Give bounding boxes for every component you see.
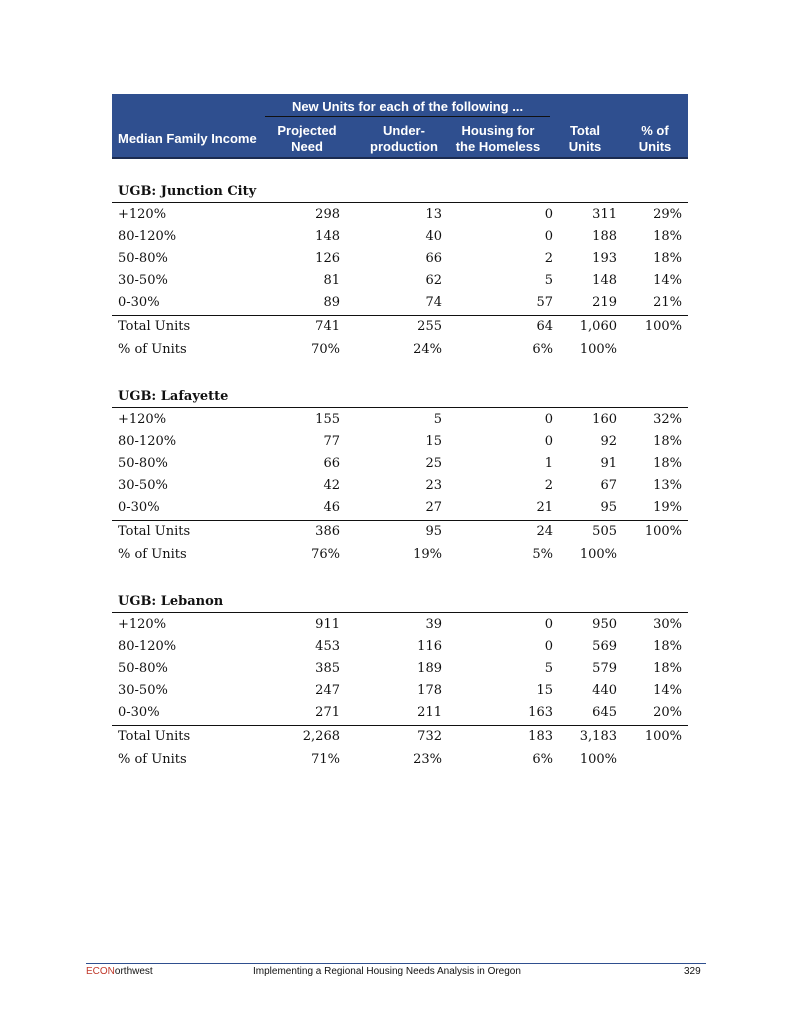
cell-total: 579 bbox=[592, 661, 617, 676]
total-row bbox=[112, 725, 688, 748]
cell-underproduction: 19% bbox=[413, 547, 442, 562]
row-label: 0-30% bbox=[118, 705, 160, 720]
cell-underproduction: 66 bbox=[425, 251, 442, 266]
table-row bbox=[112, 292, 688, 314]
cell-underproduction: 74 bbox=[425, 295, 442, 310]
cell-underproduction: 25 bbox=[425, 456, 442, 471]
col-header-total-units bbox=[552, 123, 618, 155]
cell-underproduction: 189 bbox=[417, 661, 442, 676]
table-row bbox=[112, 658, 688, 680]
footer-title: Implementing a Regional Housing Needs Analysis in Oregon bbox=[253, 966, 521, 977]
cell-pct: 19% bbox=[653, 500, 682, 515]
cell-projected: 126 bbox=[315, 251, 340, 266]
row-label: +120% bbox=[118, 412, 167, 427]
cell-homeless: 0 bbox=[544, 617, 553, 632]
cell-total: 100% bbox=[579, 342, 617, 357]
cell-total: 3,183 bbox=[579, 729, 617, 744]
cell-pct: 100% bbox=[644, 319, 682, 334]
header-bottom-rule bbox=[112, 157, 688, 159]
footer-rule bbox=[86, 963, 706, 964]
cell-projected: 148 bbox=[315, 229, 340, 244]
table-row bbox=[112, 204, 688, 226]
cell-pct: 32% bbox=[653, 412, 682, 427]
cell-projected: 42 bbox=[323, 478, 340, 493]
cell-projected: 70% bbox=[311, 342, 340, 357]
cell-total: 1,060 bbox=[579, 319, 617, 334]
cell-total: 92 bbox=[600, 434, 617, 449]
cell-projected: 46 bbox=[323, 500, 340, 515]
col-header-line: Housing for bbox=[461, 123, 535, 138]
cell-total: 160 bbox=[592, 412, 617, 427]
cell-pct: 29% bbox=[653, 207, 682, 222]
row-label: +120% bbox=[118, 207, 167, 222]
cell-homeless: 2 bbox=[544, 478, 553, 493]
cell-homeless: 5 bbox=[544, 661, 553, 676]
page-number: 329 bbox=[684, 966, 701, 977]
table-row bbox=[112, 431, 688, 453]
row-label: 0-30% bbox=[118, 295, 160, 310]
cell-homeless: 0 bbox=[544, 434, 553, 449]
col-header-homeless bbox=[448, 123, 548, 155]
cell-homeless: 183 bbox=[528, 729, 553, 744]
cell-total: 188 bbox=[592, 229, 617, 244]
cell-pct: 100% bbox=[644, 729, 682, 744]
footer-brand bbox=[86, 966, 153, 977]
cell-projected: 66 bbox=[323, 456, 340, 471]
cell-projected: 155 bbox=[315, 412, 340, 427]
col-header-line: Units bbox=[568, 139, 602, 154]
row-label: % of Units bbox=[118, 342, 187, 357]
cell-pct: 18% bbox=[653, 434, 682, 449]
row-label: 50-80% bbox=[118, 661, 168, 676]
cell-underproduction: 39 bbox=[425, 617, 442, 632]
row-label: 80-120% bbox=[118, 639, 177, 654]
row-label: 50-80% bbox=[118, 456, 168, 471]
row-label: 0-30% bbox=[118, 500, 160, 515]
cell-homeless: 21 bbox=[536, 500, 553, 515]
cell-homeless: 2 bbox=[544, 251, 553, 266]
cell-homeless: 24 bbox=[536, 524, 553, 539]
cell-underproduction: 27 bbox=[425, 500, 442, 515]
table-row bbox=[112, 680, 688, 702]
col-header-line: production bbox=[370, 139, 438, 154]
pct-row bbox=[112, 339, 688, 361]
cell-total: 505 bbox=[592, 524, 617, 539]
cell-total: 193 bbox=[592, 251, 617, 266]
total-row bbox=[112, 520, 688, 543]
cell-homeless: 0 bbox=[544, 229, 553, 244]
cell-underproduction: 15 bbox=[425, 434, 442, 449]
cell-total: 219 bbox=[592, 295, 617, 310]
col-header-underproduction bbox=[354, 123, 454, 155]
table-header bbox=[112, 94, 688, 157]
row-label: Total Units bbox=[118, 319, 191, 334]
col-header-line: Under- bbox=[383, 123, 425, 138]
cell-homeless: 0 bbox=[544, 412, 553, 427]
col-header-line: Need bbox=[291, 139, 323, 154]
table-row bbox=[112, 270, 688, 292]
cell-homeless: 15 bbox=[536, 683, 553, 698]
table-row bbox=[112, 248, 688, 270]
cell-projected: 386 bbox=[315, 524, 340, 539]
row-label-header: Median Family Income bbox=[118, 131, 257, 146]
cell-pct: 14% bbox=[653, 683, 682, 698]
row-label: +120% bbox=[118, 617, 167, 632]
cell-pct: 20% bbox=[653, 705, 682, 720]
column-group-rule bbox=[265, 116, 550, 117]
row-label: % of Units bbox=[118, 752, 187, 767]
column-group-label: New Units for each of the following ... bbox=[291, 99, 524, 114]
col-header-line: % of bbox=[641, 123, 669, 138]
row-label: Total Units bbox=[118, 729, 191, 744]
cell-homeless: 57 bbox=[536, 295, 553, 310]
brand-rest: orthwest bbox=[114, 966, 153, 977]
pct-row bbox=[112, 544, 688, 566]
row-label: 30-50% bbox=[118, 273, 168, 288]
cell-total: 91 bbox=[600, 456, 617, 471]
total-row bbox=[112, 315, 688, 338]
cell-homeless: 163 bbox=[528, 705, 553, 720]
cell-underproduction: 116 bbox=[417, 639, 442, 654]
cell-total: 645 bbox=[592, 705, 617, 720]
table-row bbox=[112, 614, 688, 636]
section-rule bbox=[112, 407, 688, 408]
table-row bbox=[112, 409, 688, 431]
table-row bbox=[112, 702, 688, 724]
cell-pct: 30% bbox=[653, 617, 682, 632]
table-row bbox=[112, 636, 688, 658]
cell-projected: 81 bbox=[323, 273, 340, 288]
col-header-pct-units bbox=[622, 123, 688, 155]
section-rule bbox=[112, 202, 688, 203]
cell-underproduction: 23 bbox=[425, 478, 442, 493]
cell-total: 148 bbox=[592, 273, 617, 288]
cell-pct: 21% bbox=[653, 295, 682, 310]
row-label: 80-120% bbox=[118, 229, 177, 244]
cell-total: 950 bbox=[592, 617, 617, 632]
cell-homeless: 0 bbox=[544, 207, 553, 222]
table-row bbox=[112, 453, 688, 475]
cell-projected: 453 bbox=[315, 639, 340, 654]
cell-underproduction: 211 bbox=[417, 705, 442, 720]
row-label: % of Units bbox=[118, 547, 187, 562]
table-row bbox=[112, 226, 688, 248]
section-title: UGB: Lebanon bbox=[118, 594, 224, 609]
cell-pct: 14% bbox=[653, 273, 682, 288]
cell-projected: 76% bbox=[311, 547, 340, 562]
cell-homeless: 64 bbox=[536, 319, 553, 334]
cell-pct: 13% bbox=[653, 478, 682, 493]
brand-econ: ECON bbox=[86, 966, 115, 977]
cell-pct: 18% bbox=[653, 456, 682, 471]
cell-underproduction: 255 bbox=[417, 319, 442, 334]
cell-homeless: 0 bbox=[544, 639, 553, 654]
cell-projected: 71% bbox=[311, 752, 340, 767]
section-title: UGB: Junction City bbox=[118, 184, 257, 199]
cell-total: 440 bbox=[592, 683, 617, 698]
cell-projected: 298 bbox=[315, 207, 340, 222]
section-rule bbox=[112, 612, 688, 613]
cell-total: 100% bbox=[579, 752, 617, 767]
cell-homeless: 1 bbox=[544, 456, 553, 471]
cell-underproduction: 40 bbox=[425, 229, 442, 244]
section-title: UGB: Lafayette bbox=[118, 389, 229, 404]
cell-pct: 18% bbox=[653, 229, 682, 244]
cell-pct: 18% bbox=[653, 661, 682, 676]
cell-underproduction: 95 bbox=[425, 524, 442, 539]
cell-total: 569 bbox=[592, 639, 617, 654]
row-label: 30-50% bbox=[118, 478, 168, 493]
col-header-line: Units bbox=[638, 139, 672, 154]
cell-underproduction: 5 bbox=[433, 412, 442, 427]
cell-total: 100% bbox=[579, 547, 617, 562]
cell-pct: 18% bbox=[653, 251, 682, 266]
cell-projected: 271 bbox=[315, 705, 340, 720]
cell-underproduction: 732 bbox=[417, 729, 442, 744]
cell-total: 95 bbox=[600, 500, 617, 515]
cell-total: 67 bbox=[600, 478, 617, 493]
pct-row bbox=[112, 749, 688, 771]
col-header-line: Total bbox=[569, 123, 601, 138]
cell-underproduction: 178 bbox=[417, 683, 442, 698]
cell-projected: 385 bbox=[315, 661, 340, 676]
cell-projected: 911 bbox=[315, 617, 340, 632]
row-label: 30-50% bbox=[118, 683, 168, 698]
cell-homeless: 6% bbox=[532, 342, 553, 357]
cell-pct: 18% bbox=[653, 639, 682, 654]
col-header-projected-need bbox=[262, 123, 352, 155]
row-label: Total Units bbox=[118, 524, 191, 539]
cell-underproduction: 62 bbox=[425, 273, 442, 288]
table-row bbox=[112, 475, 688, 497]
row-label: 80-120% bbox=[118, 434, 177, 449]
cell-homeless: 5 bbox=[544, 273, 553, 288]
col-header-line: the Homeless bbox=[455, 139, 541, 154]
cell-underproduction: 23% bbox=[413, 752, 442, 767]
cell-projected: 77 bbox=[323, 434, 340, 449]
cell-homeless: 5% bbox=[532, 547, 553, 562]
cell-total: 311 bbox=[592, 207, 617, 222]
cell-underproduction: 24% bbox=[413, 342, 442, 357]
col-header-line: Projected bbox=[277, 123, 337, 138]
cell-projected: 741 bbox=[315, 319, 340, 334]
row-label: 50-80% bbox=[118, 251, 168, 266]
cell-projected: 247 bbox=[315, 683, 340, 698]
cell-underproduction: 13 bbox=[425, 207, 442, 222]
table-row bbox=[112, 497, 688, 519]
cell-pct: 100% bbox=[644, 524, 682, 539]
cell-homeless: 6% bbox=[532, 752, 553, 767]
cell-projected: 89 bbox=[323, 295, 340, 310]
cell-projected: 2,268 bbox=[302, 729, 340, 744]
